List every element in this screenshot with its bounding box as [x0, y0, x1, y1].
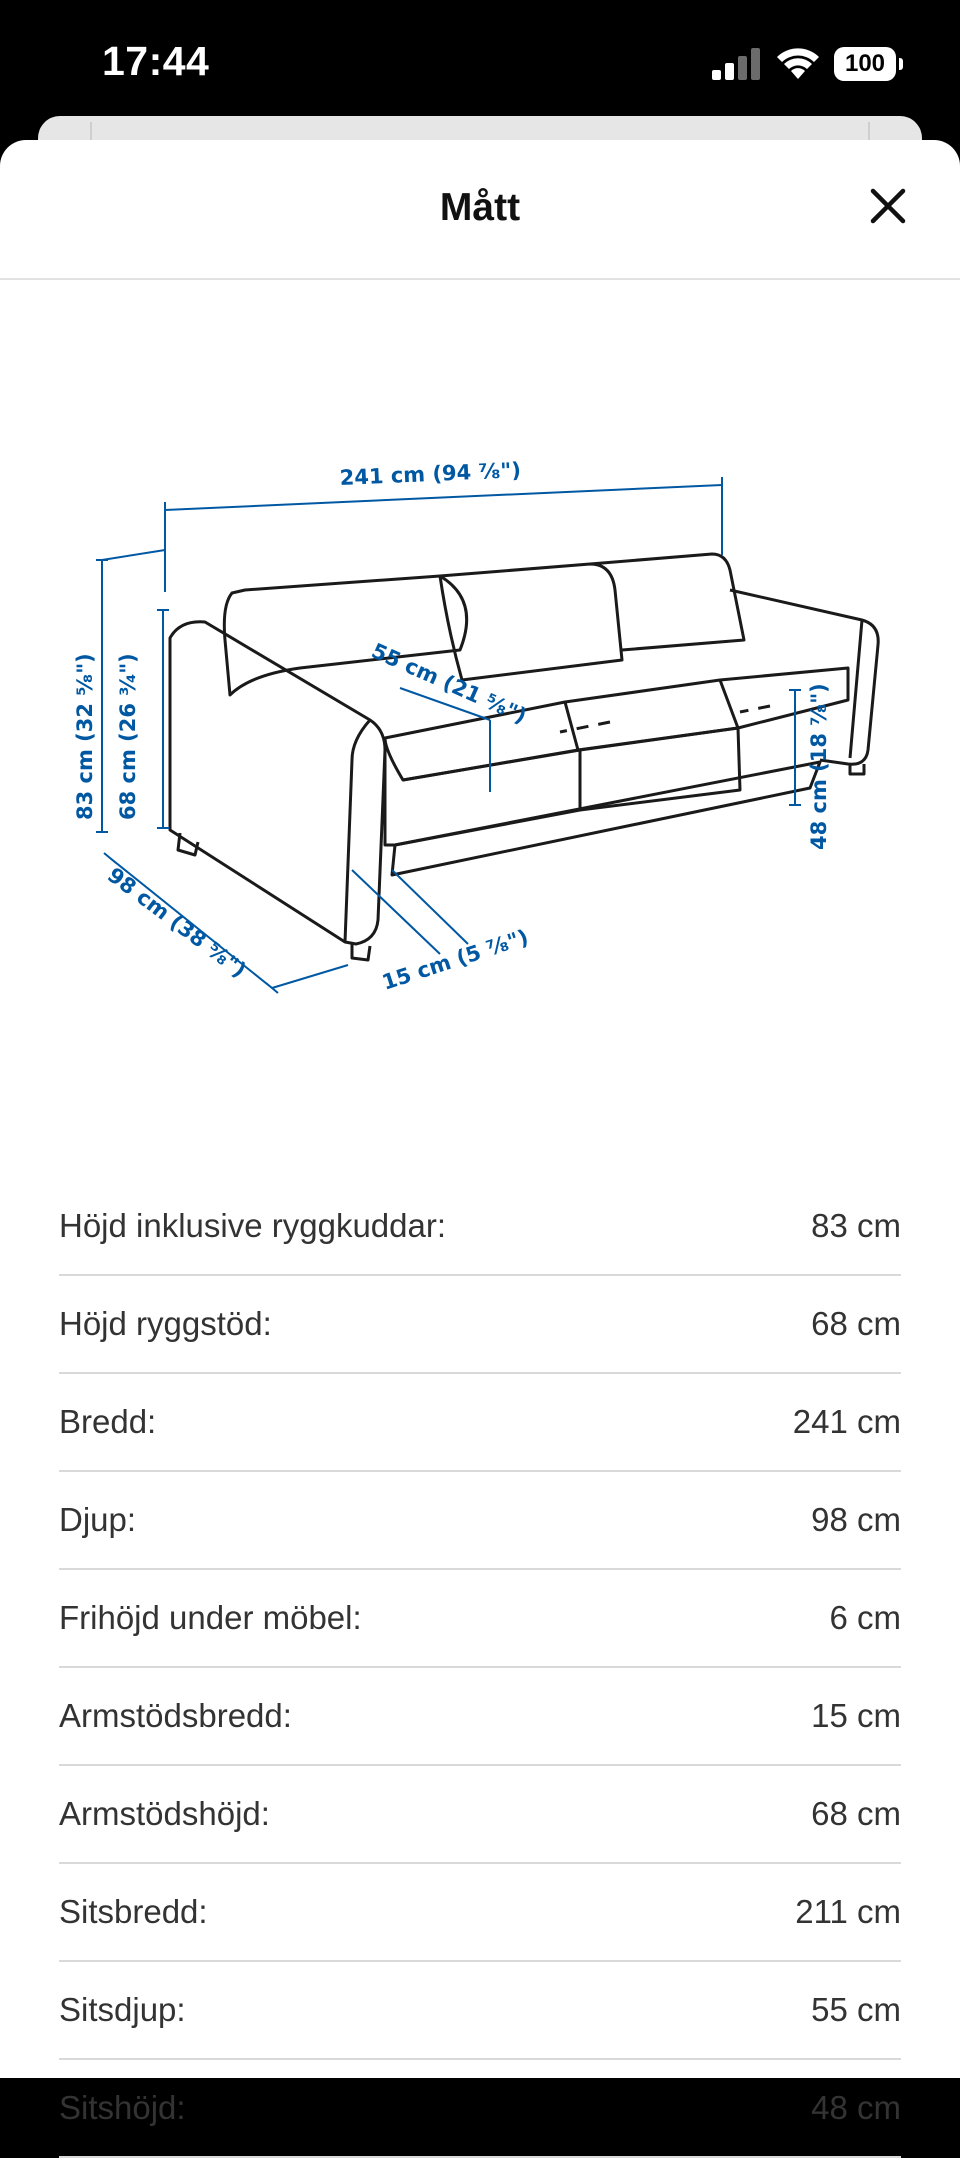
dimension-label: Höjd inklusive ryggkuddar: [59, 1207, 447, 1244]
dimensions-sheet [0, 140, 960, 2126]
dimension-label: Frihöjd under möbel: [59, 1599, 362, 1636]
total-height-label: 83 cm (32 ⁵⁄₈") [73, 653, 97, 820]
dimensions-list [59, 1178, 901, 2158]
sofa-dimension-diagram [0, 350, 960, 1070]
dimension-label: Bredd: [59, 1403, 157, 1440]
dimension-labels [73, 458, 831, 995]
dimension-row [59, 2060, 901, 2158]
dimension-value: 6 cm [829, 1599, 901, 1636]
dimension-row [59, 1864, 901, 1962]
depth-label: 98 cm (38 ⁵⁄₈") [102, 862, 251, 983]
dimension-value: 241 cm [792, 1403, 901, 1440]
dimension-label: Sitsdjup: [59, 1991, 186, 2028]
close-button[interactable] [868, 186, 908, 226]
battery-level: 100 [844, 50, 886, 77]
status-icons [712, 44, 896, 84]
back-height-label: 68 cm (26 ³⁄₄") [116, 653, 140, 820]
dimension-value: 98 cm [811, 1501, 901, 1538]
status-time: 17:44 [102, 38, 210, 84]
width-label: 241 cm (94 ⁷⁄₈") [339, 458, 522, 490]
dimension-value: 83 cm [811, 1207, 901, 1244]
dimension-row [59, 1766, 901, 1864]
dimension-label: Armstödsbredd: [59, 1697, 292, 1734]
dimension-label: Höjd ryggstöd: [59, 1305, 272, 1342]
dimension-value: 68 cm [811, 1305, 901, 1342]
dimension-row [59, 1962, 901, 2060]
dimension-value: 48 cm [811, 2089, 901, 2126]
dimension-value: 211 cm [795, 1893, 901, 1930]
dimension-label: Sitshöjd: [59, 2089, 186, 2126]
dimension-row [59, 1178, 901, 1276]
seat-depth-label: 55 cm (21 ⁵⁄₈") [367, 638, 531, 729]
dimension-row [59, 1472, 901, 1570]
dimension-row [59, 1374, 901, 1472]
dimension-value: 15 cm [811, 1697, 901, 1734]
dimension-label: Djup: [59, 1501, 137, 1538]
dimension-row [59, 1570, 901, 1668]
sheet-title: Mått [439, 186, 521, 229]
dimension-label: Sitsbredd: [59, 1893, 208, 1930]
wifi-icon [776, 47, 820, 81]
dimension-row [59, 1668, 901, 1766]
battery-icon [834, 47, 896, 81]
dimension-value: 68 cm [811, 1795, 901, 1832]
sofa-illustration [170, 554, 878, 960]
dimension-value: 55 cm [811, 1991, 901, 2028]
seat-height-label: 48 cm (18 ⁷⁄₈") [807, 683, 831, 850]
armrest-width-label: 15 cm (5 ⁷⁄₈") [379, 924, 532, 995]
dimension-row [59, 1276, 901, 1374]
cellular-signal-icon [712, 48, 762, 80]
sheet-header [0, 140, 960, 280]
dimension-label: Armstödshöjd: [59, 1795, 270, 1832]
status-bar [0, 0, 960, 120]
